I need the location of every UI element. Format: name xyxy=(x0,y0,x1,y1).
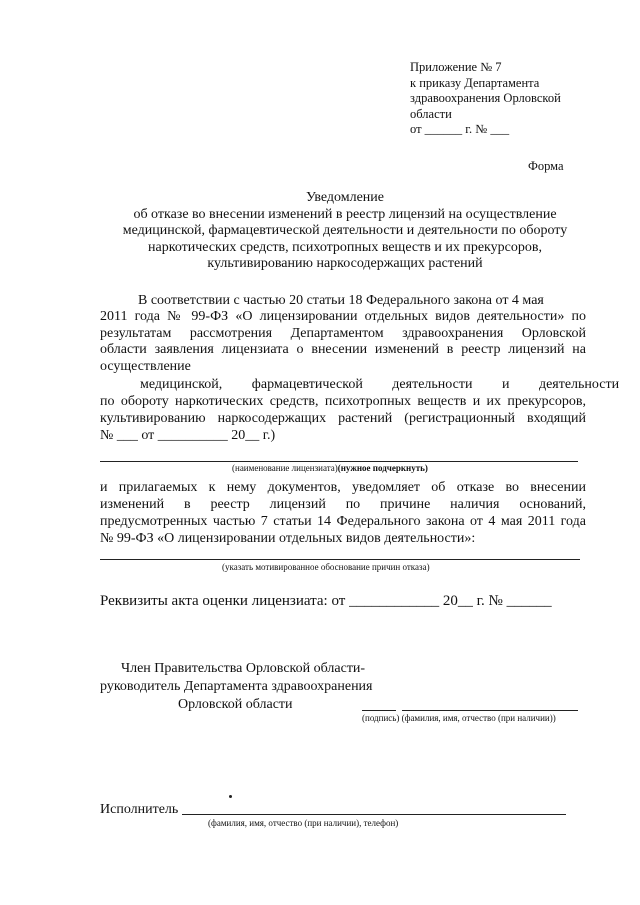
licensee-caption-normal: (наименование лицензиата) xyxy=(232,463,338,473)
body-line-5: осуществление xyxy=(100,359,191,374)
body2-line-1: и прилагаемых к нему документов, уведомляет об отказе во внесении xyxy=(100,480,586,495)
licensee-name-line[interactable] xyxy=(100,461,578,462)
body-line-9: № ___ от __________ 20__ г.) xyxy=(100,428,276,443)
body2-line-3: предусмотренных частью 7 статьи 14 Федерального закона от 4 мая 2011 года xyxy=(100,514,586,529)
appendix-line-4: области xyxy=(410,106,452,121)
body-line-2: 2011 года № 99-ФЗ «О лицензировании отдельных видов деятельности» по xyxy=(100,309,586,324)
body-line-8: культивированию наркосодержащих растений (регистрационный входящий xyxy=(100,411,586,426)
body2-line-2: изменений в реестр лицензий по причине наличия оснований, xyxy=(100,497,586,512)
title-line-1: Уведомление xyxy=(305,190,384,205)
body-line-3: результатам рассмотрения Департаментом здравоохранения Орловской xyxy=(100,326,586,341)
executor-caption: (фамилия, имя, отчество (при наличии), телефон) xyxy=(208,818,399,828)
refusal-reason-caption: (указать мотивированное обоснование причин отказа) xyxy=(222,562,430,572)
title-line-5: культивированию наркосодержащих растений xyxy=(207,256,483,271)
body2-line-4: № 99-ФЗ «О лицензировании отдельных видов деятельности»: xyxy=(100,531,476,546)
executor-mark xyxy=(229,795,232,798)
signature-line-short[interactable] xyxy=(362,710,396,711)
appendix-line-1: Приложение № 7 xyxy=(410,60,502,74)
signature-line-long[interactable] xyxy=(402,710,578,711)
title-line-4: наркотических средств, психотропных веществ и их прекурсоров, xyxy=(148,239,542,255)
form-label: Форма xyxy=(528,159,564,173)
appendix-line-2: к приказу Департамента xyxy=(410,75,540,90)
licensee-caption xyxy=(232,463,428,473)
executor-line[interactable] xyxy=(182,814,566,815)
signature-title-1: Член Правительства Орловской области- xyxy=(121,661,366,676)
signature-title-2: руководитель Департамента здравоохранения xyxy=(100,679,373,694)
refusal-reason-line[interactable] xyxy=(100,559,580,560)
requisites-line: Реквизиты акта оценки лицензиата: от ____________ 20__ г. № ______ xyxy=(100,593,552,609)
appendix-line-3: здравоохранения Орловской xyxy=(410,91,561,105)
body-line-4: области заявления лицензиата о внесении изменений в реестр лицензий на xyxy=(100,342,586,357)
appendix-block xyxy=(410,60,561,138)
title-line-2: об отказе во внесении изменений в реестр лицензий на осуществление xyxy=(133,206,557,222)
appendix-line-5: от ______ г. № ___ xyxy=(410,122,510,136)
executor-label: Исполнитель xyxy=(100,802,179,817)
signature-title-3: Орловской области xyxy=(178,697,293,712)
signature-caption: (подпись) (фамилия, имя, отчество (при наличии)) xyxy=(362,713,556,723)
body-line-1: В соответствии с частью 20 статьи 18 Федерального закона от 4 мая xyxy=(138,293,544,308)
document-title xyxy=(100,190,590,273)
body-line-6: медицинской, фармацевтической деятельности и деятельности xyxy=(140,377,620,392)
body-line-7: по обороту наркотических средств, психотропных веществ и их прекурсоров, xyxy=(100,394,586,409)
title-line-3: медицинской, фармацевтической деятельности и деятельности по обороту xyxy=(122,223,568,238)
licensee-caption-bold: (нужное подчеркнуть) xyxy=(337,463,428,473)
